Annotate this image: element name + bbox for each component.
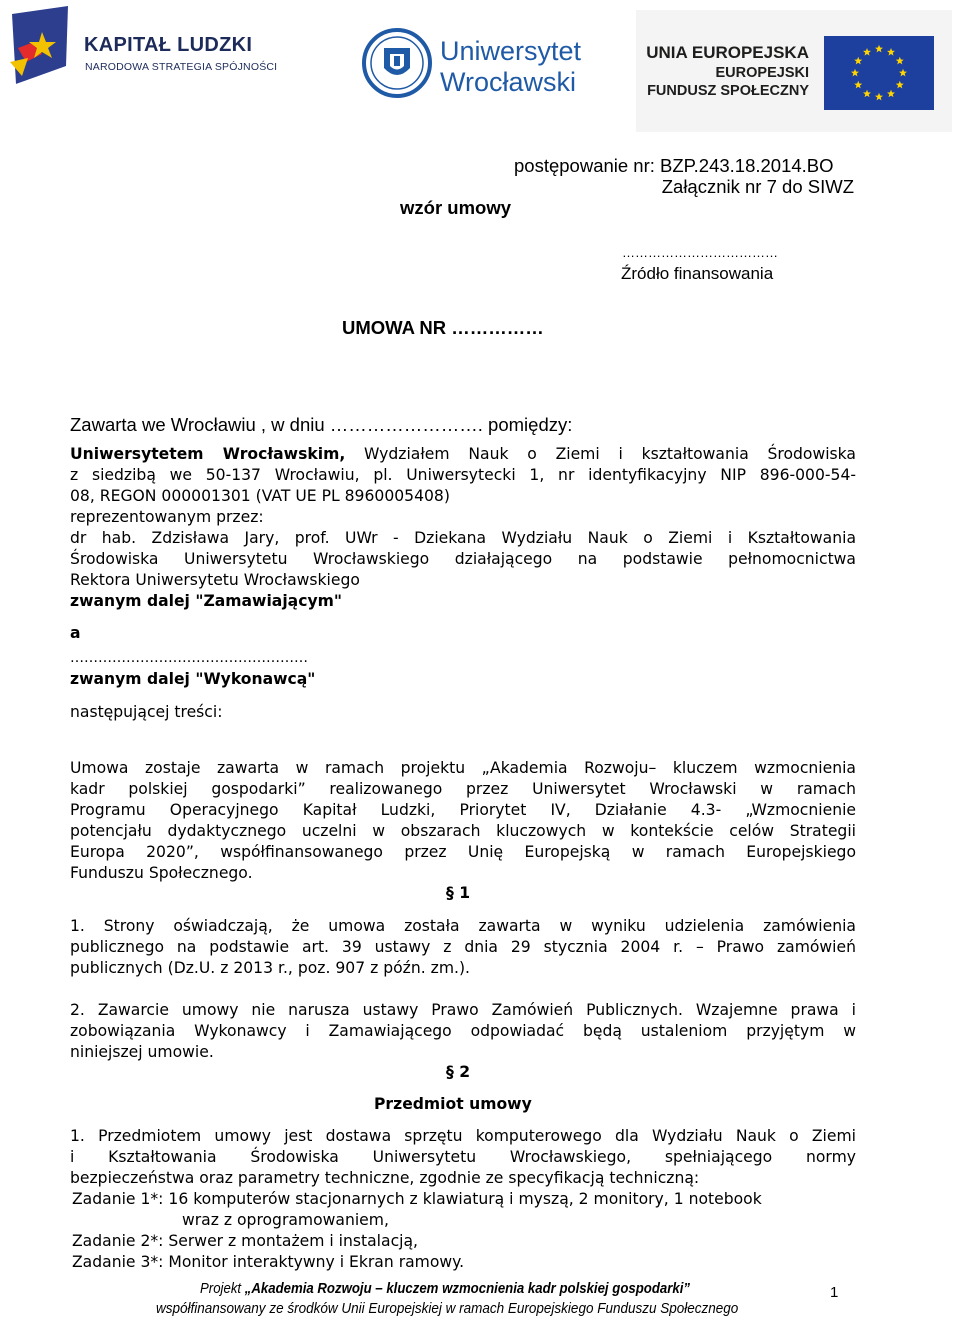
- section1-heading: § 1: [446, 884, 471, 902]
- parties-block: [70, 444, 856, 612]
- address-line2: 08, REGON 000001301 (VAT UE PL 8960005408): [70, 487, 450, 505]
- kapital-ludzki-subtitle: NARODOWA STRATEGIA SPÓJNOŚCI: [85, 61, 278, 73]
- section2-p1-line: i Kształtowania Środowiska Uniwersytetu Wrocławskiego, spełniającego normy: [70, 1148, 856, 1166]
- eu-logo: [636, 10, 952, 132]
- university-crest-icon: [360, 26, 434, 100]
- dean-line3: Rektora Uniwersytetu Wrocławskiego: [70, 571, 360, 589]
- section1-p1-line: 1. Strony oświadczają, że umowa została zawarta w wyniku udzielenia zamówienia: [70, 917, 856, 935]
- page-number: 1: [830, 1284, 839, 1301]
- university-name-line1: Uniwersytet: [440, 36, 582, 66]
- eu-line1: UNIA EUROPEJSKA: [646, 43, 809, 62]
- address-line1: z siedzibą we 50-137 Wrocławiu, pl. Uniwersytecki 1, nr identyfikacyjny NIP 896-000-54-: [70, 466, 856, 484]
- annex-label: Załącznik nr 7 do SIWZ: [661, 176, 854, 197]
- funding-dots: ………………………………: [622, 245, 778, 260]
- eu-line2: EUROPEJSKI: [715, 65, 809, 81]
- project-line: Funduszu Społecznego.: [70, 864, 253, 882]
- eu-flag-icon: [824, 36, 934, 110]
- section1-p2-line: niniejszej umowie.: [70, 1043, 214, 1061]
- section2-p1-line: bezpieczeństwa oraz parametry techniczne, zgodnie ze specyfikacją techniczną:: [70, 1169, 700, 1187]
- contract-intro: Zawarta we Wrocławiu , w dniu ……………………. pomiędzy:: [70, 414, 573, 435]
- procedure-number: postępowanie nr: BZP.243.18.2014.BO: [514, 155, 834, 176]
- kapital-ludzki-emblem-icon: [8, 6, 80, 92]
- task-item-continuation: wraz z oprogramowaniem,: [182, 1211, 389, 1229]
- task-item: [72, 1189, 862, 1210]
- and-conjunction: a: [70, 624, 81, 642]
- section2-heading: § 2: [446, 1063, 471, 1081]
- task-text: Monitor interaktywny i Ekran ramowy.: [168, 1253, 465, 1271]
- project-paragraph: [70, 758, 856, 884]
- section1-paragraph2: [70, 1000, 856, 1063]
- project-line: kadr polskiej gospodarki” realizowanego przez Uniwersytet Wrocławski w ramach: [70, 780, 856, 798]
- footer-project-prefix: Projekt: [200, 1280, 245, 1297]
- section1-p2-line: 2. Zawarcie umowy nie narusza ustawy Prawo Zamówień Publicznych. Wzajemne prawa i: [70, 1001, 856, 1019]
- university-party-faculty: Wydziałem Nauk o Ziemi i kształtowania Środowiska: [345, 445, 856, 463]
- section2-p1-line: 1. Przedmiotem umowy jest dostawa sprzętu komputerowego dla Wydziału Nauk o Ziemi: [70, 1127, 856, 1145]
- following-content: następującej treści:: [70, 703, 223, 721]
- footer-project-line: [200, 1280, 690, 1297]
- template-label: wzór umowy: [400, 197, 512, 218]
- task-text: 16 komputerów stacjonarnych z klawiaturą i myszą, 2 monitory, 1 notebook: [168, 1190, 762, 1208]
- project-line: Umowa zostaje zawarta w ramach projektu „Akademia Rozwoju– kluczem wzmocnienia: [70, 759, 856, 777]
- kapital-ludzki-logo: [8, 6, 288, 92]
- task-label: Zadanie 3*:: [72, 1253, 164, 1271]
- section1-paragraph1: [70, 916, 856, 979]
- university-party-name: Uniwersytetem Wrocławskim,: [70, 445, 346, 463]
- university-party-line: [70, 444, 856, 465]
- task-label: Zadanie 2*:: [72, 1232, 164, 1250]
- task-label: Zadanie 1*:: [72, 1190, 164, 1208]
- section2-title: Przedmiot umowy: [374, 1095, 532, 1113]
- footer-cofinancing-line: współfinansowany ze środków Unii Europejskiej w ramach Europejskiego Funduszu Społecznego: [156, 1300, 739, 1317]
- contractor-dots: ……………………………………………: [70, 650, 308, 666]
- project-line: potencjału dydaktycznego uczelni w obszarach kluczowych w kontekście celów Strategii: [70, 822, 856, 840]
- funding-source-label: Źródło finansowania: [621, 264, 774, 283]
- project-line: Programu Operacyjnego Kapitał Ludzki, Priorytet IV, Działanie 4.3- „Wzmocnienie: [70, 801, 856, 819]
- section1-p2-line: zobowiązania Wykonawcy i Zamawiającego odpowiadać będą ustaleniom przyjętym w: [70, 1022, 856, 1040]
- university-name-line2: Wrocławski: [440, 67, 577, 97]
- university-logo: [360, 26, 600, 106]
- eu-line3: FUNDUSZ SPOŁECZNY: [647, 83, 809, 99]
- task-list: [72, 1189, 862, 1273]
- ordering-party-label: zwanym dalej "Zamawiającym": [70, 592, 342, 610]
- dean-line2: Środowiska Uniwersytetu Wrocławskiego działającego na podstawie pełnomocnictwa: [70, 550, 856, 568]
- task-text: Serwer z montażem i instalacją,: [168, 1232, 418, 1250]
- task-item: [72, 1252, 862, 1273]
- footer-project-name: „Akademia Rozwoju – kluczem wzmocnienia kadr polskiej gospodarki”: [244, 1280, 691, 1297]
- project-line: Europa 2020”, współfinansowanego przez Unię Europejską w ramach Europejskiego: [70, 843, 856, 861]
- task-item: [72, 1231, 862, 1252]
- represented-by: reprezentowanym przez:: [70, 508, 264, 526]
- dean-line1: dr hab. Zdzisława Jary, prof. UWr - Dziekana Wydziału Nauk o Ziemi i Kształtowania: [70, 529, 856, 547]
- contract-title: UMOWA NR ……………: [342, 317, 544, 338]
- kapital-ludzki-title: KAPITAŁ LUDZKI: [84, 34, 253, 56]
- section2-paragraph1: [70, 1126, 856, 1189]
- section1-p1-line: publicznych (Dz.U. z 2013 r., poz. 907 z późn. zm.).: [70, 959, 471, 977]
- section1-p1-line: publicznego na podstawie art. 39 ustawy z dnia 29 stycznia 2004 r. – Prawo zamówień: [70, 938, 856, 956]
- contractor-label: zwanym dalej "Wykonawcą": [70, 670, 316, 688]
